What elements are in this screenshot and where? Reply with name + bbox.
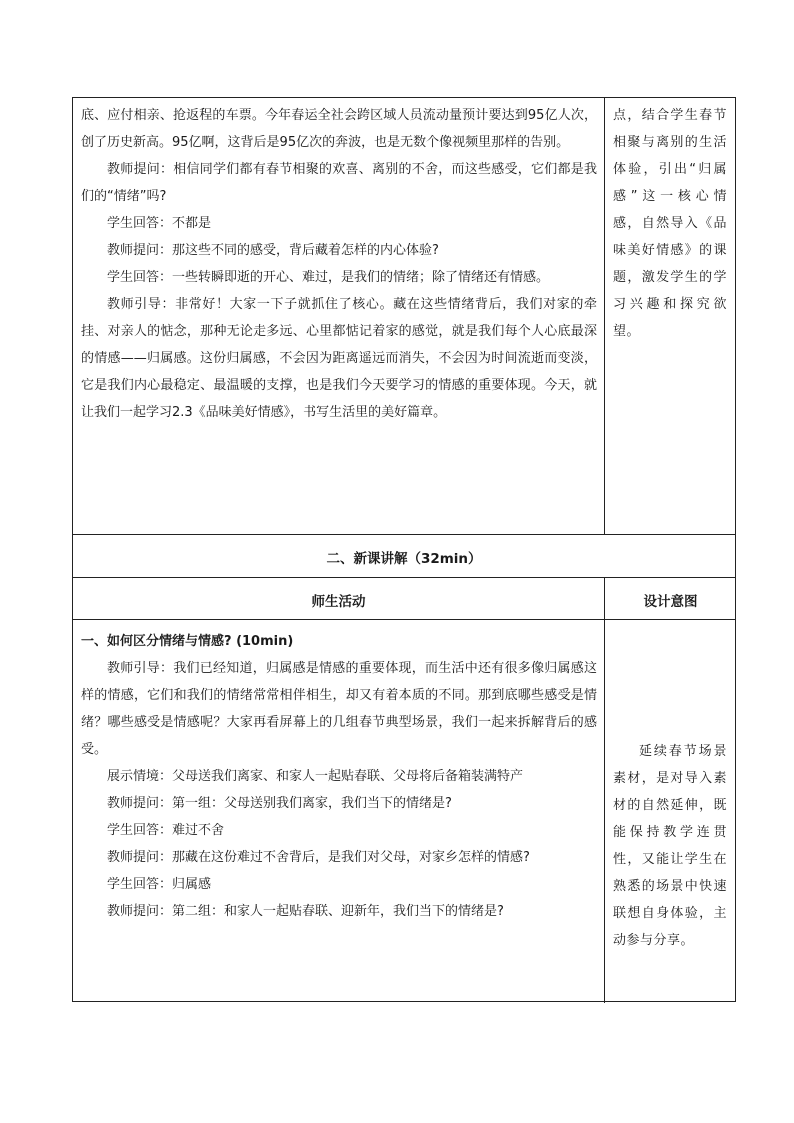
subsection-title: 一、如何区分情绪与情感? (10min) <box>81 634 294 649</box>
paragraph: 学生回答：难过不舍 <box>107 823 225 838</box>
intent-text: 延续春节场景素材，是对导入素材的自然延伸，既能保持教学连贯性，又能让学生在熟悉的场景中快速联想自身体验，主动参与分享。 <box>613 744 727 948</box>
column-divider <box>604 577 605 1003</box>
row-divider <box>73 534 735 535</box>
paragraph: 教师提问：那藏在这份难过不舍背后，是我们对父母，对家乡怎样的情感? <box>107 850 530 865</box>
row-divider <box>73 619 735 620</box>
top-activity-cell <box>81 102 597 426</box>
paragraph: 底、应付相亲、抢返程的车票。今年春运全社会跨区域人员流动量预计要达到95亿人次，创了历史新高。95亿啊，这背后是95亿次的奔波，也是无数个像视频里那样的告别。 <box>81 108 597 150</box>
paragraph: 教师提问：那这些不同的感受，背后藏着怎样的内心体验? <box>107 243 439 258</box>
paragraph: 教师提问：第二组：和家人一起贴春联、迎新年，我们当下的情绪是? <box>107 904 504 919</box>
column-header-intent: 设计意图 <box>643 594 698 610</box>
section-title: 二、新课讲解（32min） <box>326 551 482 567</box>
top-intent-cell <box>613 102 727 345</box>
bottom-activity-cell <box>81 628 597 925</box>
paragraph: 学生回答：不都是 <box>107 216 212 231</box>
paragraph: 学生回答：一些转瞬即逝的开心、难过，是我们的情绪；除了情绪还有情感。 <box>107 270 550 285</box>
paragraph: 学生回答：归属感 <box>107 877 212 892</box>
paragraph: 教师提问：第一组：父母送别我们离家，我们当下的情绪是? <box>107 796 452 811</box>
row-divider <box>73 577 735 578</box>
intent-text: 点，结合学生春节相聚与离别的生活体验，引出“归属感”这一核心情感，自然导入《品味美好情感》的课题，激发学生的学习兴趣和探究欲望。 <box>613 108 727 339</box>
bottom-intent-cell <box>613 738 727 954</box>
lesson-table <box>72 97 736 1002</box>
column-header-activity: 师生活动 <box>311 594 366 610</box>
paragraph: 教师引导：我们已经知道，归属感是情感的重要体现，而生活中还有很多像归属感这样的情感，它们和我们的情绪常常相伴相生，却又有着本质的不同。那到底哪些感受是情绪？哪些感受是情感呢？大家再看屏幕上的几组春节典型场景，我们一起来拆解背后的感受。 <box>81 661 597 757</box>
paragraph: 教师提问：相信同学们都有春节相聚的欢喜、离别的不舍，而这些感受，它们都是我们的“情绪”吗? <box>81 162 597 204</box>
paragraph: 教师引导：非常好！大家一下子就抓住了核心。藏在这些情绪背后，我们对家的牵挂、对亲人的惦念，那种无论走多远、心里都惦记着家的感觉，就是我们每个人心底最深的情感——归属感。这份归属感，不会因为距离遥远而消失，不会因为时间流逝而变淡，它是我们内心最稳定、最温暖的支撑，也是我们今天要学习的情感的重要体现。今天，就让我们一起学习2.3《品味美好情感》，书写生活里的美好篇章。 <box>81 297 597 420</box>
column-divider <box>604 98 605 534</box>
paragraph: 展示情境：父母送我们离家、和家人一起贴春联、父母将后备箱装满特产 <box>107 769 524 784</box>
